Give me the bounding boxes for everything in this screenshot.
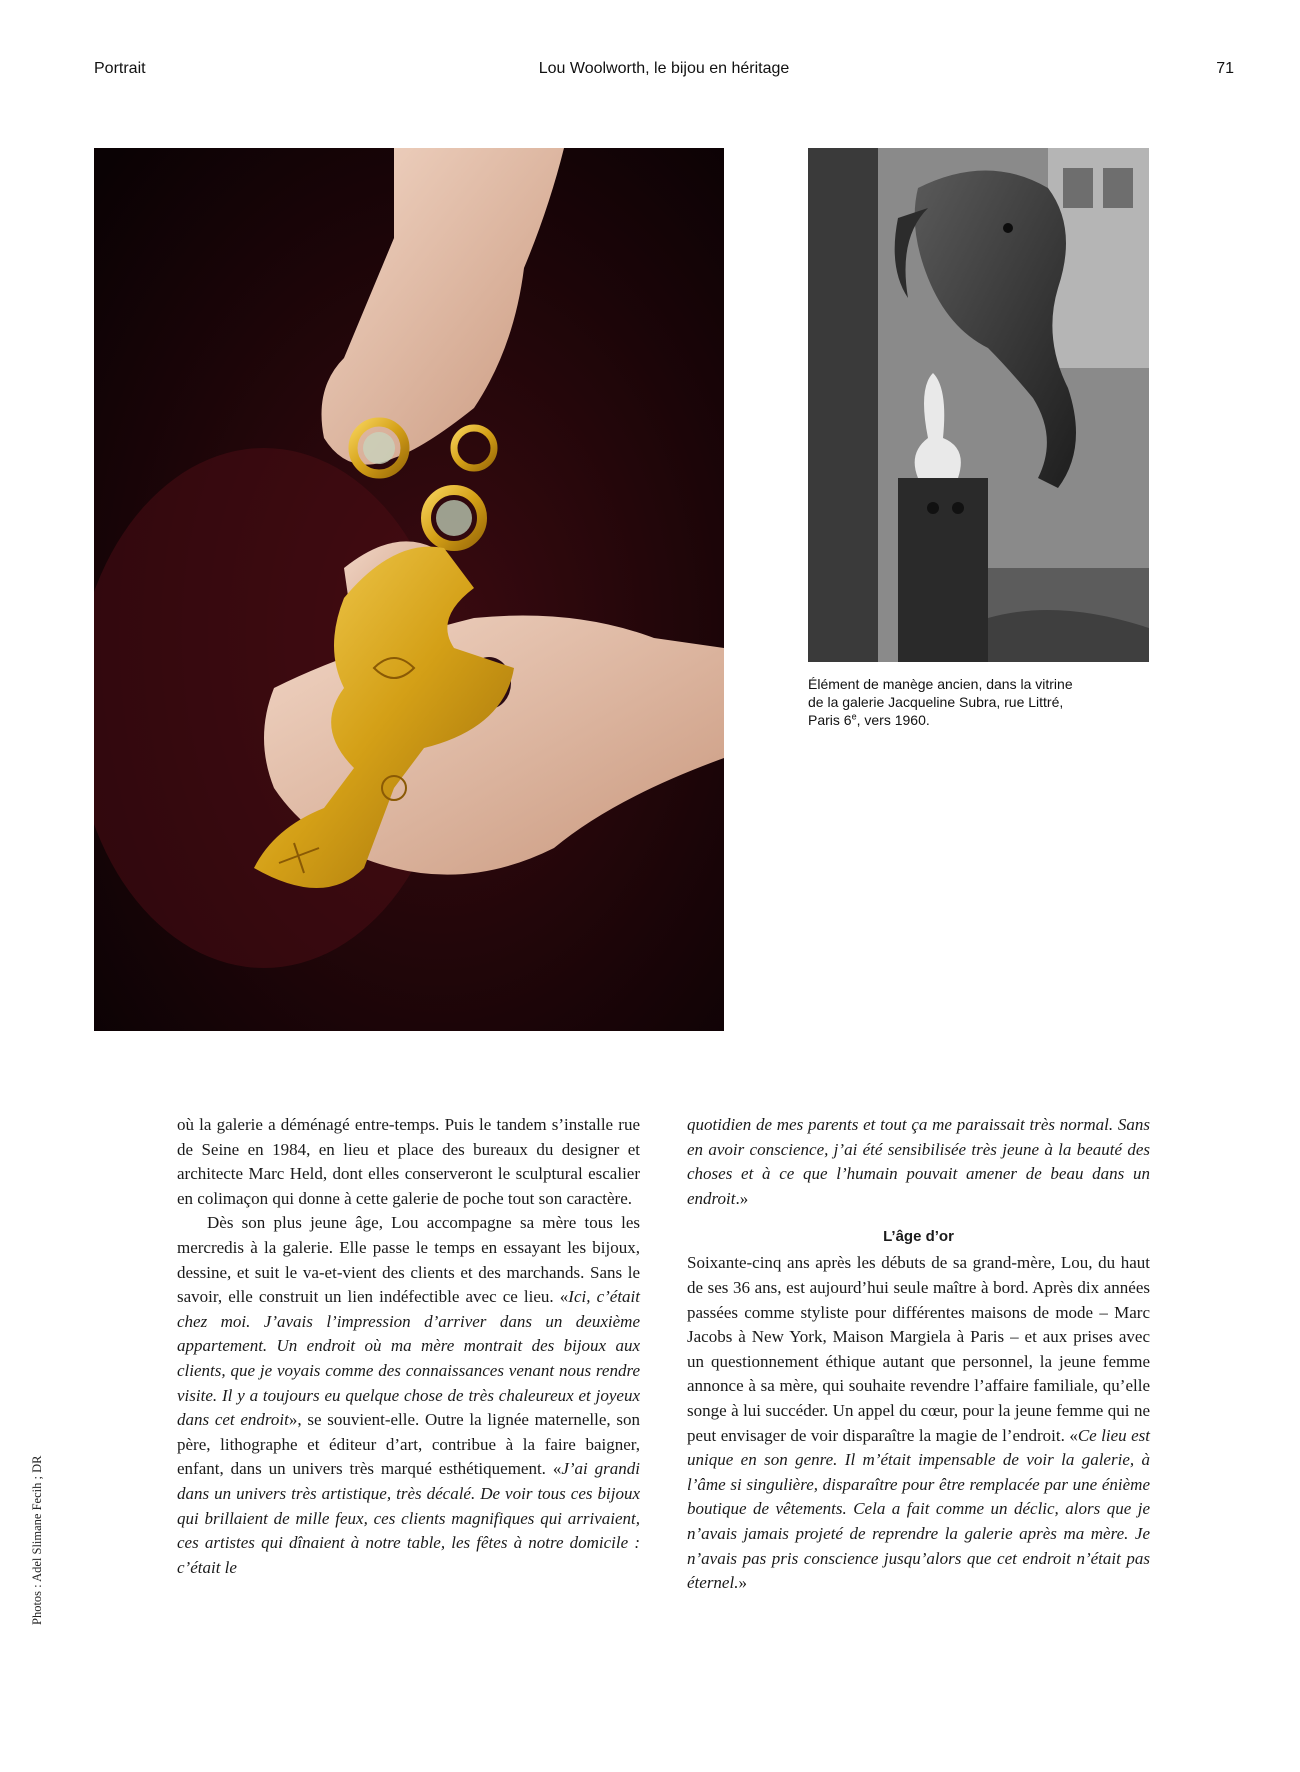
photo-caption — [808, 675, 1108, 729]
running-header — [94, 60, 1234, 82]
paragraph: Soixante-cinq ans après les débuts de sa grand-mère, Lou, du haut de ses 36 ans, est aujourd’hui seule maître à bord. Après dix années passées comme styliste pour différentes maisons de mode – Marc Jacobs à New York, Maison Margiela à Paris – et aux prises avec un questionnement éthique autant que personnel, la jeune femme annonce à sa mère, qui souhaite revendre l’affaire familiale, qu’elle songe à lui succéder. Un appel du cœur, pour la jeune femme qui ne peut envisager de voir disparaître la magie de l’endroit. «Ce lieu est unique en son genre. Il m’était impensable de voir la galerie, à l’âme si singulière, disparaître pour être remplacée par une énième boutique de vêtements. Cela a fait comme un déclic, alors que je n’avais jamais projeté de reprendre la galerie après ma mère. Je n’avais pas pris conscience jusqu’alors que cet endroit n’était pas éternel.» — [687, 1253, 1151, 1593]
paragraph: Dès son plus jeune âge, Lou accompagne sa mère tous les mercredis à la galerie. Elle passe le temps en essayant les bijoux, dessine, et suit le va-et-vient des clients et des marchands. Sans le savoir, elle construit un lien indéfectible avec ce lieu. «Ici, c’était chez moi. J’avais l’impression d’arriver dans un deuxième appartement. Un endroit où ma mère montrait des bijoux aux clients, que je voyais comme des connaissances venant nous rendre visite. Il y a toujours eu quelque chose de très chaleureux et joyeux dans cet endroit», se souvient-elle. Outre la lignée maternelle, son père, lithographe et éditeur d’art, contribue à la faire baigner, enfant, dans un univers très marqué esthétiquement. «J’ai grandi dans un univers très artistique, très décalé. De voir tous ces bijoux qui brillaient de mille feux, ces clients magnifiques qui arrivaient, ces artistes qui dînaient à notre table, les fêtes à notre domicile : c’était le — [177, 1213, 641, 1577]
running-title: Lou Woolworth, le bijou en héritage — [538, 60, 790, 77]
page-number: 71 — [1216, 60, 1234, 77]
paragraph: quotidien de mes parents et tout ça me paraissait très normal. Sans en avoir conscience, j’ai été sensibilisée très jeune à la beauté des choses et à ce que l’humain pouvait amener de beau dans un endroit.» — [687, 1115, 1150, 1208]
paragraph: où la galerie a déménagé entre-temps. Puis le tandem s’installe rue de Seine en 1984, en lieu et place des bureaux du designer et architecte Marc Held, dont elles conserveront le sculptural escalier en colimaçon qui donne à cette galerie de poche tout son caractère. — [177, 1115, 640, 1208]
photo-hands-gold-brooch — [94, 148, 724, 1031]
caption-line-2: de la galerie Jacqueline Subra, rue Littré, — [808, 694, 1064, 710]
photo-credit: Photos : Adel Slimane Fecih ; DR — [30, 1455, 44, 1625]
article-column-right — [687, 1113, 1150, 1596]
photo-carousel-elephant — [808, 148, 1149, 662]
article-column-left — [177, 1113, 640, 1580]
section-label: Portrait — [94, 60, 146, 77]
section-subheading: L’âge d’or — [883, 1228, 954, 1246]
caption-line-3: Paris 6e, vers 1960. — [808, 711, 930, 728]
caption-line-1: Élément de manège ancien, dans la vitrine — [808, 676, 1073, 692]
